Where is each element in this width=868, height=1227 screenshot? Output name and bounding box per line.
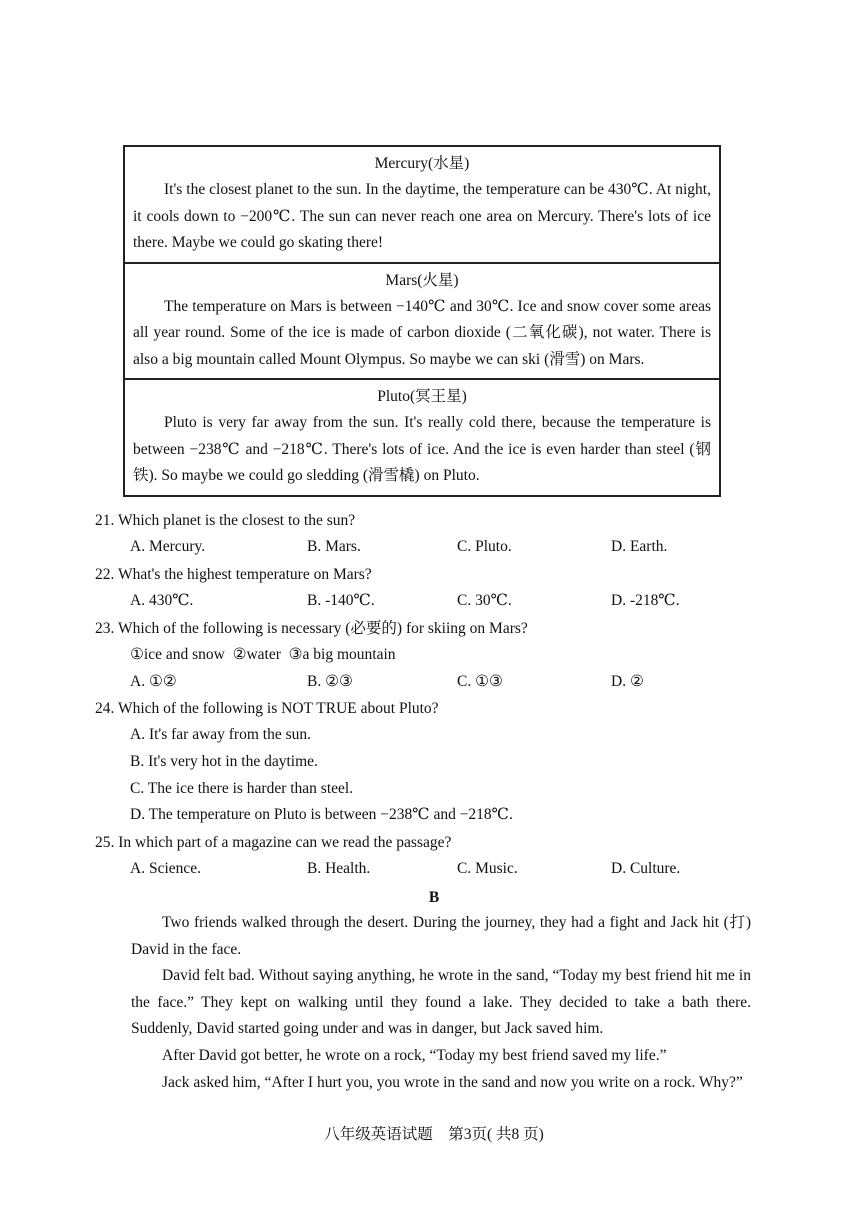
planet-description: Pluto is very far away from the sun. It's really cold there, because the temperature is between −238℃ and −218℃. There's lots of ice. And the ice is even harder than steel (钢铁). So maybe we could go sledding (滑雪橇) on Pluto. xyxy=(133,414,711,484)
option-d: D. Earth. xyxy=(611,538,668,555)
planet-info-table xyxy=(123,145,721,497)
question-25 xyxy=(95,830,775,883)
passage-paragraph: Two friends walked through the desert. During the journey, they had a fight and Jack hit (打) David in the face. xyxy=(131,914,751,958)
option-a: A. Mercury. xyxy=(130,538,206,555)
options-row xyxy=(95,534,775,561)
option-d: D. The temperature on Pluto is between −238℃ and −218℃. xyxy=(130,806,513,824)
question-stem: 22. What's the highest temperature on Mars? xyxy=(95,566,372,583)
question-21 xyxy=(95,508,775,561)
section-heading: B xyxy=(428,889,440,906)
option-b: B. ②③ xyxy=(307,672,353,690)
question-24 xyxy=(95,696,775,829)
planet-mercury xyxy=(125,147,719,264)
planet-mars xyxy=(125,264,719,381)
options-column xyxy=(95,722,775,829)
planet-name: Pluto(冥王星) xyxy=(377,388,467,405)
question-stem: 23. Which of the following is necessary (必要的) for skiing on Mars? xyxy=(95,620,528,637)
planet-pluto xyxy=(125,380,719,495)
passage-paragraph: Jack asked him, “After I hurt you, you wrote in the sand and now you write on a rock. Why?” xyxy=(162,1073,743,1091)
option-d: D. ② xyxy=(611,672,644,690)
option-a: A. 430℃. xyxy=(130,592,194,609)
question-stem: 25. In which part of a magazine can we read the passage? xyxy=(95,834,452,851)
option-a: A. ①② xyxy=(130,672,177,690)
option-c: C. Pluto. xyxy=(457,538,512,555)
planet-description: It's the closest planet to the sun. In the daytime, the temperature can be 430℃. At night, it cools down to −200℃. The sun can never reach one area on Mercury. There's lots of ice there. Maybe we could go skating there! xyxy=(133,181,711,251)
planet-name: Mercury(水星) xyxy=(374,155,470,172)
passage-b xyxy=(131,910,751,1096)
question-stem: 21. Which planet is the closest to the sun? xyxy=(95,512,356,529)
option-c: C. The ice there is harder than steel. xyxy=(130,779,354,797)
option-c: C. Music. xyxy=(457,860,518,877)
planet-name: Mars(火星) xyxy=(385,271,459,289)
option-d: D. -218℃. xyxy=(611,592,680,609)
question-22 xyxy=(95,562,775,615)
option-b: B. Mars. xyxy=(307,538,361,555)
options-row xyxy=(95,669,775,696)
question-stem: 24. Which of the following is NOT TRUE about Pluto? xyxy=(95,700,439,717)
planet-description: The temperature on Mars is between −140℃ and 30℃. Ice and snow cover some areas all year round. Some of the ice is made of carbon dioxide (二氧化碳), not water. There is also a big mountain called Mount Olympus. So maybe we can ski (滑雪) on Mars. xyxy=(133,297,711,368)
options-row xyxy=(95,856,775,883)
options-row xyxy=(95,588,775,615)
option-a: A. Science. xyxy=(130,860,202,877)
option-a: A. It's far away from the sun. xyxy=(130,726,311,743)
option-d: D. Culture. xyxy=(611,860,681,877)
question-23 xyxy=(95,616,775,696)
passage-paragraph: David felt bad. Without saying anything, he wrote in the sand, “Today my best friend hit me in the face.” They kept on walking until they found a lake. They decided to take a bath there. Suddenly, David started going under and was in danger, but Jack saved him. xyxy=(131,967,751,1038)
passage-paragraph: After David got better, he wrote on a rock, “Today my best friend saved my life.” xyxy=(162,1046,667,1064)
choice-items: ①ice and snow ②water ③a big mountain xyxy=(130,646,396,663)
page-footer: 八年级英语试题 第3页( 共8 页) xyxy=(324,1126,544,1143)
option-c: C. 30℃. xyxy=(457,592,512,609)
option-b: B. Health. xyxy=(307,860,371,877)
option-b: B. -140℃. xyxy=(307,592,375,609)
option-b: B. It's very hot in the daytime. xyxy=(130,752,318,770)
option-c: C. ①③ xyxy=(457,672,503,690)
